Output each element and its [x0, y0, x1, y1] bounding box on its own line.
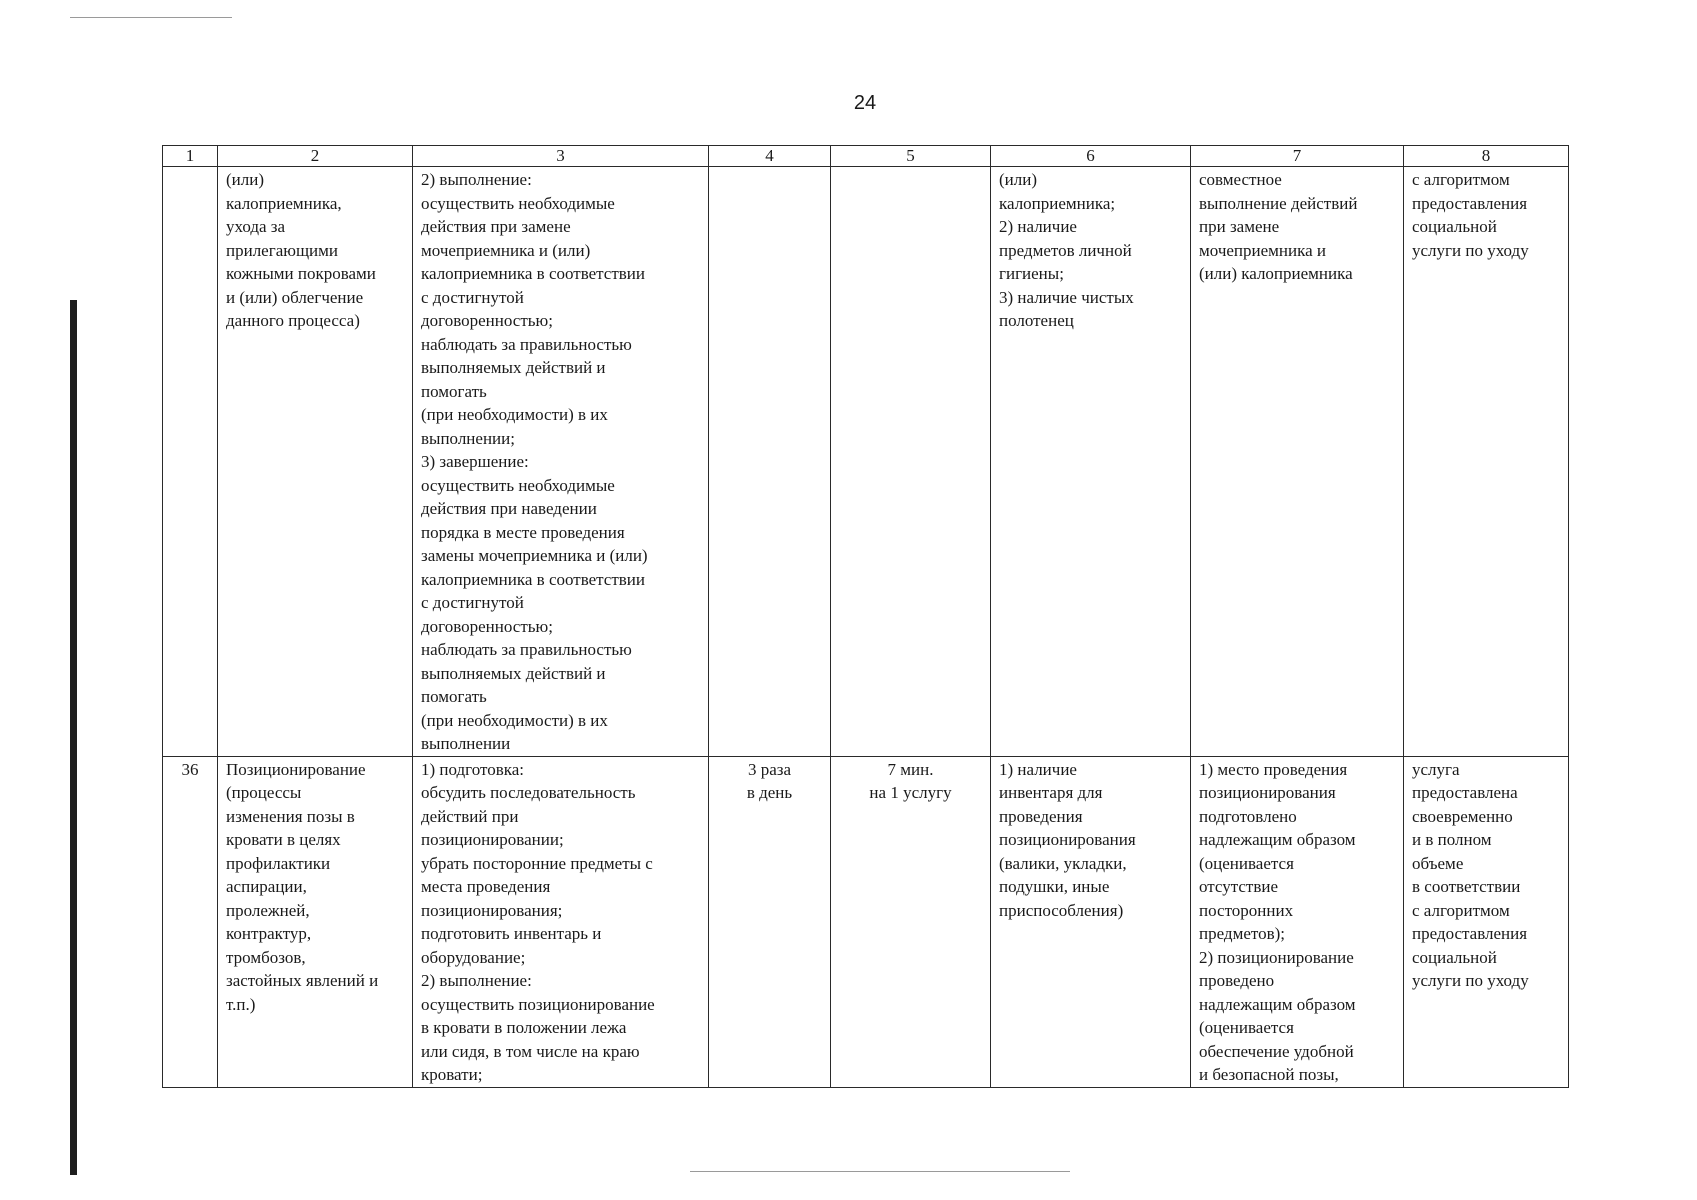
duration-cell [831, 167, 991, 757]
conditions-cell: (или) калоприемника; 2) наличие предметов личной гигиены; 3) наличие чистых полотенец [991, 167, 1191, 757]
scan-edge-shadow [70, 300, 77, 1175]
table-header-row [163, 146, 1569, 167]
service-name-cell: Позиционирование (процессы изменения позы в кровати в целях профилактики аспирации, пролежней, контрактур, тромбозов, застойных явлений и т.п.) [218, 756, 413, 1087]
frequency-cell [709, 167, 831, 757]
column-number: 8 [1404, 146, 1569, 167]
service-content-cell: 2) выполнение: осуществить необходимые действия при замене мочеприемника и (или) калоприемника в соответствии с достигнутой договоренностью; наблюдать за правильностью выполняемых действий и помогать (при необходимости) в их выполнении; 3) завершение: осуществить необходимые действия при наведении порядка в месте проведения замены мочеприемника и (или) калоприемника в соответствии с достигнутой договоренностью; наблюдать за правильностью выполняемых действий и помогать (при необходимости) в их выполнении [413, 167, 709, 757]
table-row [163, 167, 1569, 757]
top-rule [70, 17, 232, 18]
row-number-cell: 36 [163, 756, 218, 1087]
duration-cell: 7 мин. на 1 услугу [831, 756, 991, 1087]
column-number: 3 [413, 146, 709, 167]
quality-criteria-cell: совместное выполнение действий при замене мочеприемника и (или) калоприемника [1191, 167, 1404, 757]
table-row [163, 756, 1569, 1087]
evaluation-cell: с алгоритмом предоставления социальной услуги по уходу [1404, 167, 1569, 757]
column-number: 2 [218, 146, 413, 167]
page-number: 24 [853, 92, 877, 114]
services-table [162, 145, 1569, 1088]
column-number: 5 [831, 146, 991, 167]
evaluation-cell: услуга предоставлена своевременно и в полном объеме в соответствии с алгоритмом предоставления социальной услуги по уходу [1404, 756, 1569, 1087]
frequency-cell: 3 раза в день [709, 756, 831, 1087]
column-number: 4 [709, 146, 831, 167]
column-number: 7 [1191, 146, 1404, 167]
row-number-cell [163, 167, 218, 757]
conditions-cell: 1) наличие инвентаря для проведения позиционирования (валики, укладки, подушки, иные приспособления) [991, 756, 1191, 1087]
bottom-rule [690, 1171, 1070, 1172]
service-content-cell: 1) подготовка: обсудить последовательность действий при позиционировании; убрать посторонние предметы с места проведения позиционирования; подготовить инвентарь и оборудование; 2) выполнение: осуществить позиционирование в кровати в положении лежа или сидя, в том числе на краю кровати; [413, 756, 709, 1087]
service-name-cell: (или) калоприемника, ухода за прилегающими кожными покровами и (или) облегчение данного процесса) [218, 167, 413, 757]
column-number: 1 [163, 146, 218, 167]
quality-criteria-cell: 1) место проведения позиционирования подготовлено надлежащим образом (оценивается отсутствие посторонних предметов); 2) позиционирование проведено надлежащим образом (оценивается обеспечение удобной и безопасной позы, [1191, 756, 1404, 1087]
column-number: 6 [991, 146, 1191, 167]
